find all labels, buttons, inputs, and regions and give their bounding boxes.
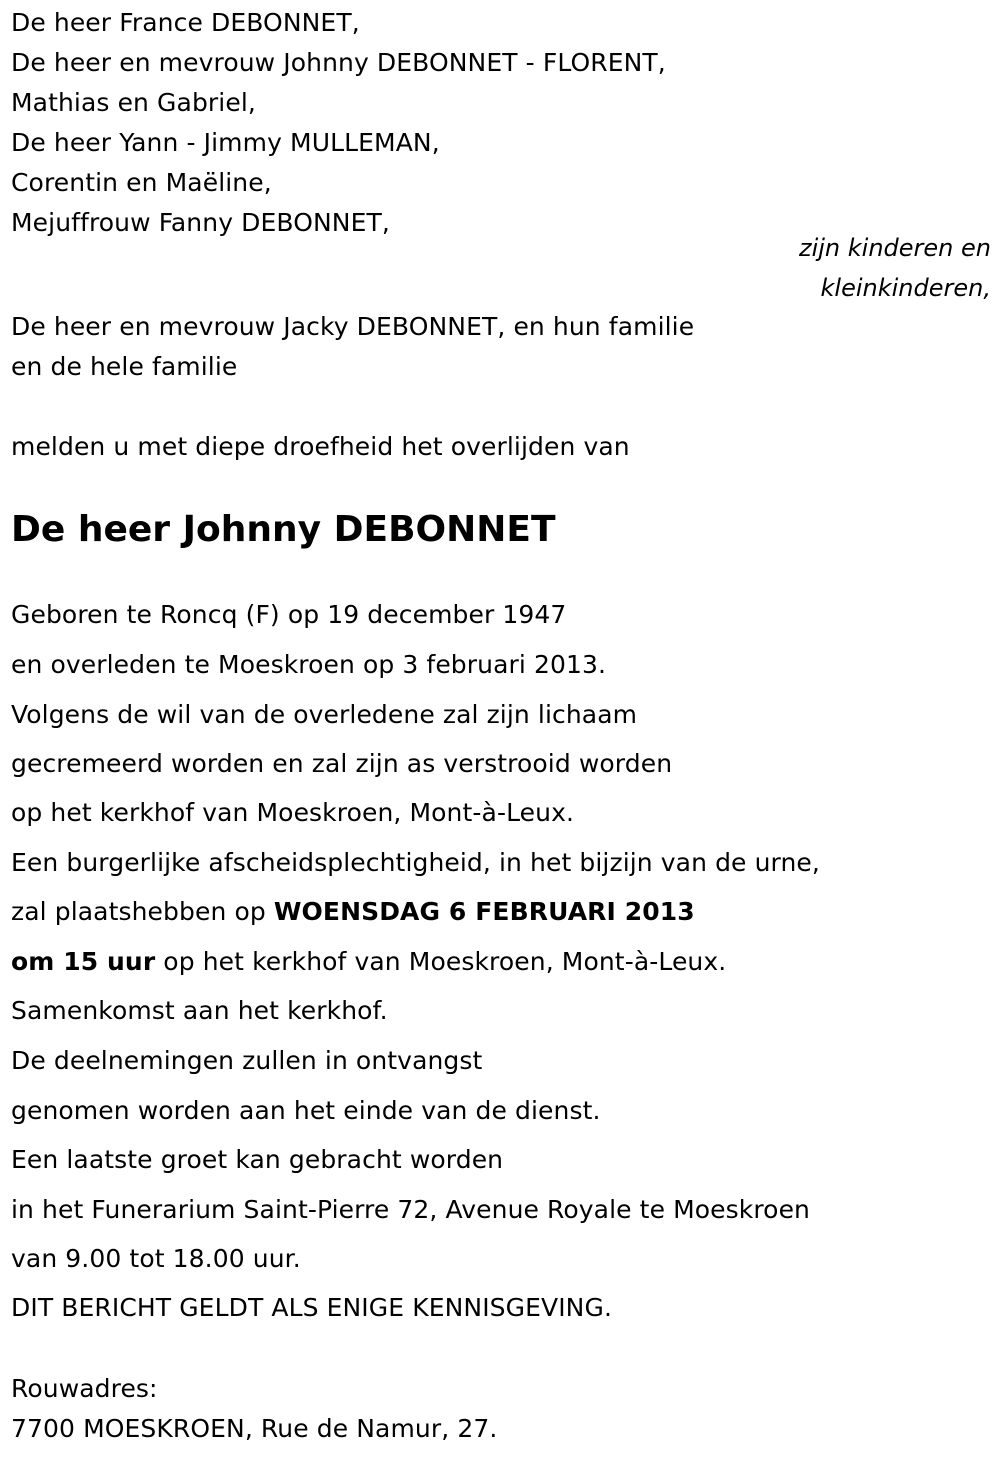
family-line-5: Corentin en Maëline, [11, 168, 272, 197]
greeting-line-1: Een laatste groet kan gebracht worden [11, 1145, 504, 1174]
wish-line-1: Volgens de wil van de overledene zal zijn lichaam [11, 700, 638, 729]
relation-line-2: kleinkinderen, [820, 274, 991, 302]
relation-line-1: zijn kinderen en [799, 234, 991, 262]
announcement-text: melden u met diepe droefheid het overlijden van [11, 432, 630, 461]
gathering-line: Samenkomst aan het kerkhof. [11, 996, 388, 1025]
family-line-6: Mejuffrouw Fanny DEBONNET, [11, 208, 390, 237]
deceased-name: De heer Johnny DEBONNET [11, 509, 556, 550]
birth-line: Geboren te Roncq (F) op 19 december 1947 [11, 600, 567, 629]
greeting-line-2: in het Funerarium Saint-Pierre 72, Avenue Royale te Moeskroen [11, 1195, 811, 1224]
extended-family-line-2: en de hele familie [11, 352, 238, 381]
address-label: Rouwadres: [11, 1374, 158, 1403]
ceremony-date: WOENSDAG 6 FEBRUARI 2013 [273, 897, 695, 926]
family-line-1: De heer France DEBONNET, [11, 8, 360, 37]
greeting-line-3: van 9.00 tot 18.00 uur. [11, 1244, 301, 1273]
ceremony-time: om 15 uur [11, 947, 156, 976]
ceremony-line-2 [11, 897, 695, 927]
address-value: 7700 MOESKROEN, Rue de Namur, 27. [11, 1414, 498, 1443]
family-line-2: De heer en mevrouw Johnny DEBONNET - FLORENT, [11, 48, 666, 77]
condolence-line-2: genomen worden aan het einde van de dienst. [11, 1096, 601, 1125]
family-line-4: De heer Yann - Jimmy MULLEMAN, [11, 128, 440, 157]
death-line: en overleden te Moeskroen op 3 februari 2013. [11, 650, 607, 679]
notice-line: DIT BERICHT GELDT ALS ENIGE KENNISGEVING. [11, 1293, 612, 1322]
ceremony-line-3 [11, 947, 726, 977]
wish-line-2: gecremeerd worden en zal zijn as verstrooid worden [11, 749, 673, 778]
condolence-line-1: De deelnemingen zullen in ontvangst [11, 1046, 483, 1075]
extended-family-line-1: De heer en mevrouw Jacky DEBONNET, en hun familie [11, 312, 695, 341]
family-line-3: Mathias en Gabriel, [11, 88, 256, 117]
ceremony-line-2-text: zal plaatshebben op [11, 897, 274, 926]
ceremony-line-3-text: op het kerkhof van Moeskroen, Mont-à-Leux. [155, 947, 727, 976]
wish-line-3: op het kerkhof van Moeskroen, Mont-à-Leux. [11, 798, 575, 827]
ceremony-line-1: Een burgerlijke afscheidsplechtigheid, in het bijzijn van de urne, [11, 848, 820, 877]
